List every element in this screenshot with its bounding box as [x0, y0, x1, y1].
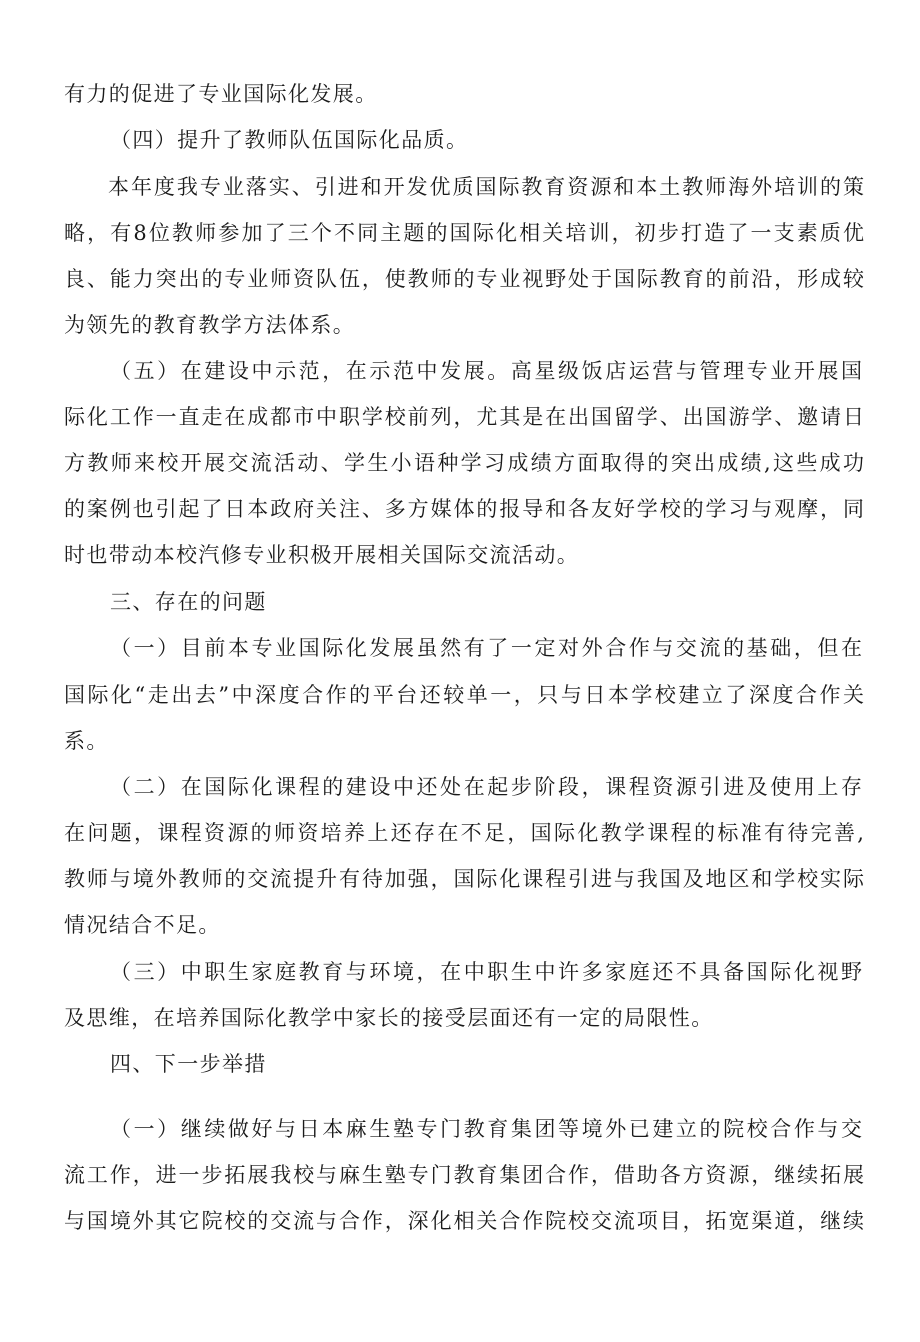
paragraph-line: 有力的促进了专业国际化发展。	[64, 82, 378, 106]
paragraph-line: 为领先的教育教学方法体系。	[64, 313, 356, 337]
paragraph-line: 略，有8位教师参加了三个不同主题的国际化相关培训，初步打造了一支素质优	[64, 221, 864, 245]
paragraph-line: 系。	[64, 729, 109, 753]
paragraph-line: （一）继续做好与日本麻生塾专门教育集团等境外已建立的院校合作与交	[110, 1117, 862, 1141]
paragraph-line: 际化工作一直走在成都市中职学校前列，尤其是在出国留学、出国游学、邀请日	[64, 405, 864, 429]
paragraph-line: 良、能力突出的专业师资队伍，使教师的专业视野处于国际教育的前沿，形成较	[64, 267, 864, 291]
section-heading: 四、下一步举措	[110, 1052, 267, 1076]
paragraph-line: 时也带动本校汽修专业积极开展相关国际交流活动。	[64, 543, 580, 567]
paragraph-line: （三）中职生家庭教育与环境，在中职生中许多家庭还不具备国际化视野	[110, 960, 862, 984]
paragraph-line: 的案例也引起了日本政府关注、多方媒体的报导和各友好学校的学习与观摩，同	[64, 497, 864, 521]
section-heading: 三、存在的问题	[110, 590, 267, 614]
paragraph-line: 与国境外其它院校的交流与合作，深化相关合作院校交流项目，拓宽渠道，继续	[64, 1209, 864, 1233]
paragraph-line: （一）目前本专业国际化发展虽然有了一定对外合作与交流的基础，但在	[110, 636, 862, 660]
paragraph-line: 在问题，课程资源的师资培养上还存在不足，国际化教学课程的标准有待完善,	[64, 821, 864, 845]
paragraph-line: 及思维，在培养国际化教学中家长的接受层面还有一定的局限性。	[64, 1006, 714, 1030]
paragraph-line: 教师与境外教师的交流提升有待加强，国际化课程引进与我国及地区和学校实际	[64, 867, 864, 891]
section-heading: （四）提升了教师队伍国际化品质。	[110, 128, 469, 152]
paragraph-line: 流工作，进一步拓展我校与麻生塾专门教育集团合作，借助各方资源，继续拓展	[64, 1163, 864, 1187]
paragraph-line: 本年度我专业落实、引进和开发优质国际教育资源和本土教师海外培训的策	[108, 175, 864, 199]
paragraph-line: （二）在国际化课程的建设中还处在起步阶段，课程资源引进及使用上存	[110, 775, 862, 799]
paragraph-line: 方教师来校开展交流活动、学生小语种学习成绩方面取得的突出成绩,这些成功	[64, 451, 864, 475]
paragraph-line: （五）在建设中示范，在示范中发展。高星级饭店运营与管理专业开展国	[110, 359, 862, 383]
paragraph-line: 国际化“走出去”中深度合作的平台还较单一，只与日本学校建立了深度合作关	[64, 683, 864, 707]
paragraph-line: 情况结合不足。	[64, 913, 221, 937]
